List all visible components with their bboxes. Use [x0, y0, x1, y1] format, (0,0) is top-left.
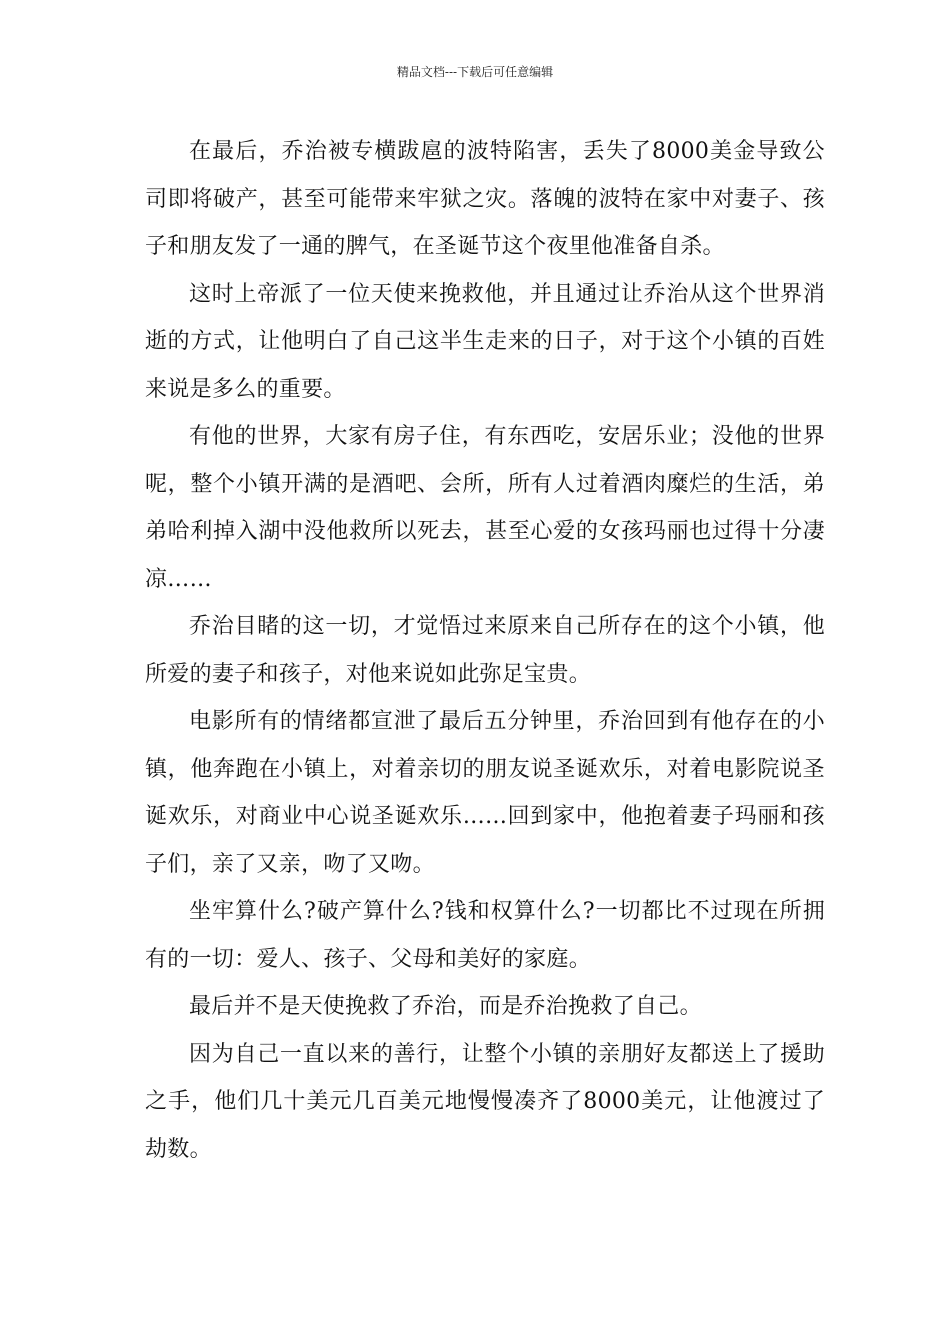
- paragraph: 电影所有的情绪都宣泄了最后五分钟里，乔治回到有他存在的小镇，他奔跑在小镇上，对着亲切的朋友说圣诞欢乐，对着电影院说圣诞欢乐，对商业中心说圣诞欢乐……回到家中，他抱着妻子玛丽和孩子们，亲了又亲，吻了又吻。: [145, 709, 825, 877]
- paragraph: 坐牢算什么?破产算什么?钱和权算什么?一切都比不过现在所拥有的一切：爱人、孩子、父母和美好的家庭。: [145, 899, 825, 972]
- paragraph: 乔治目睹的这一切，才觉悟过来原来自己所存在的这个小镇，他所爱的妻子和孩子，对他来说如此弥足宝贵。: [145, 614, 825, 687]
- document-body: [145, 128, 825, 1173]
- paragraph: 因为自己一直以来的善行，让整个小镇的亲朋好友都送上了援助之手，他们几十美元几百美元地慢慢凑齐了8000美元，让他渡过了劫数。: [145, 1041, 825, 1162]
- paragraph: 在最后，乔治被专横跋扈的波特陷害，丢失了8000美金导致公司即将破产，甚至可能带来牢狱之灾。落魄的波特在家中对妻子、孩子和朋友发了一通的脾气，在圣诞节这个夜里他准备自杀。: [145, 139, 825, 259]
- paragraph: 这时上帝派了一位天使来挽救他，并且通过让乔治从这个世界消逝的方式，让他明白了自己这半生走来的日子，对于这个小镇的百姓来说是多么的重要。: [145, 281, 825, 402]
- paragraph: 最后并不是天使挽救了乔治，而是乔治挽救了自己。: [189, 994, 702, 1019]
- page-header: 精品文档---下载后可任意编辑: [396, 65, 554, 79]
- paragraph: 有他的世界，大家有房子住，有东西吃，安居乐业；没他的世界呢，整个小镇开满的是酒吧、会所，所有人过着酒肉糜烂的生活，弟弟哈利掉入湖中没他救所以死去，甚至心爱的女孩玛丽也过得十分凄凉……: [145, 424, 825, 592]
